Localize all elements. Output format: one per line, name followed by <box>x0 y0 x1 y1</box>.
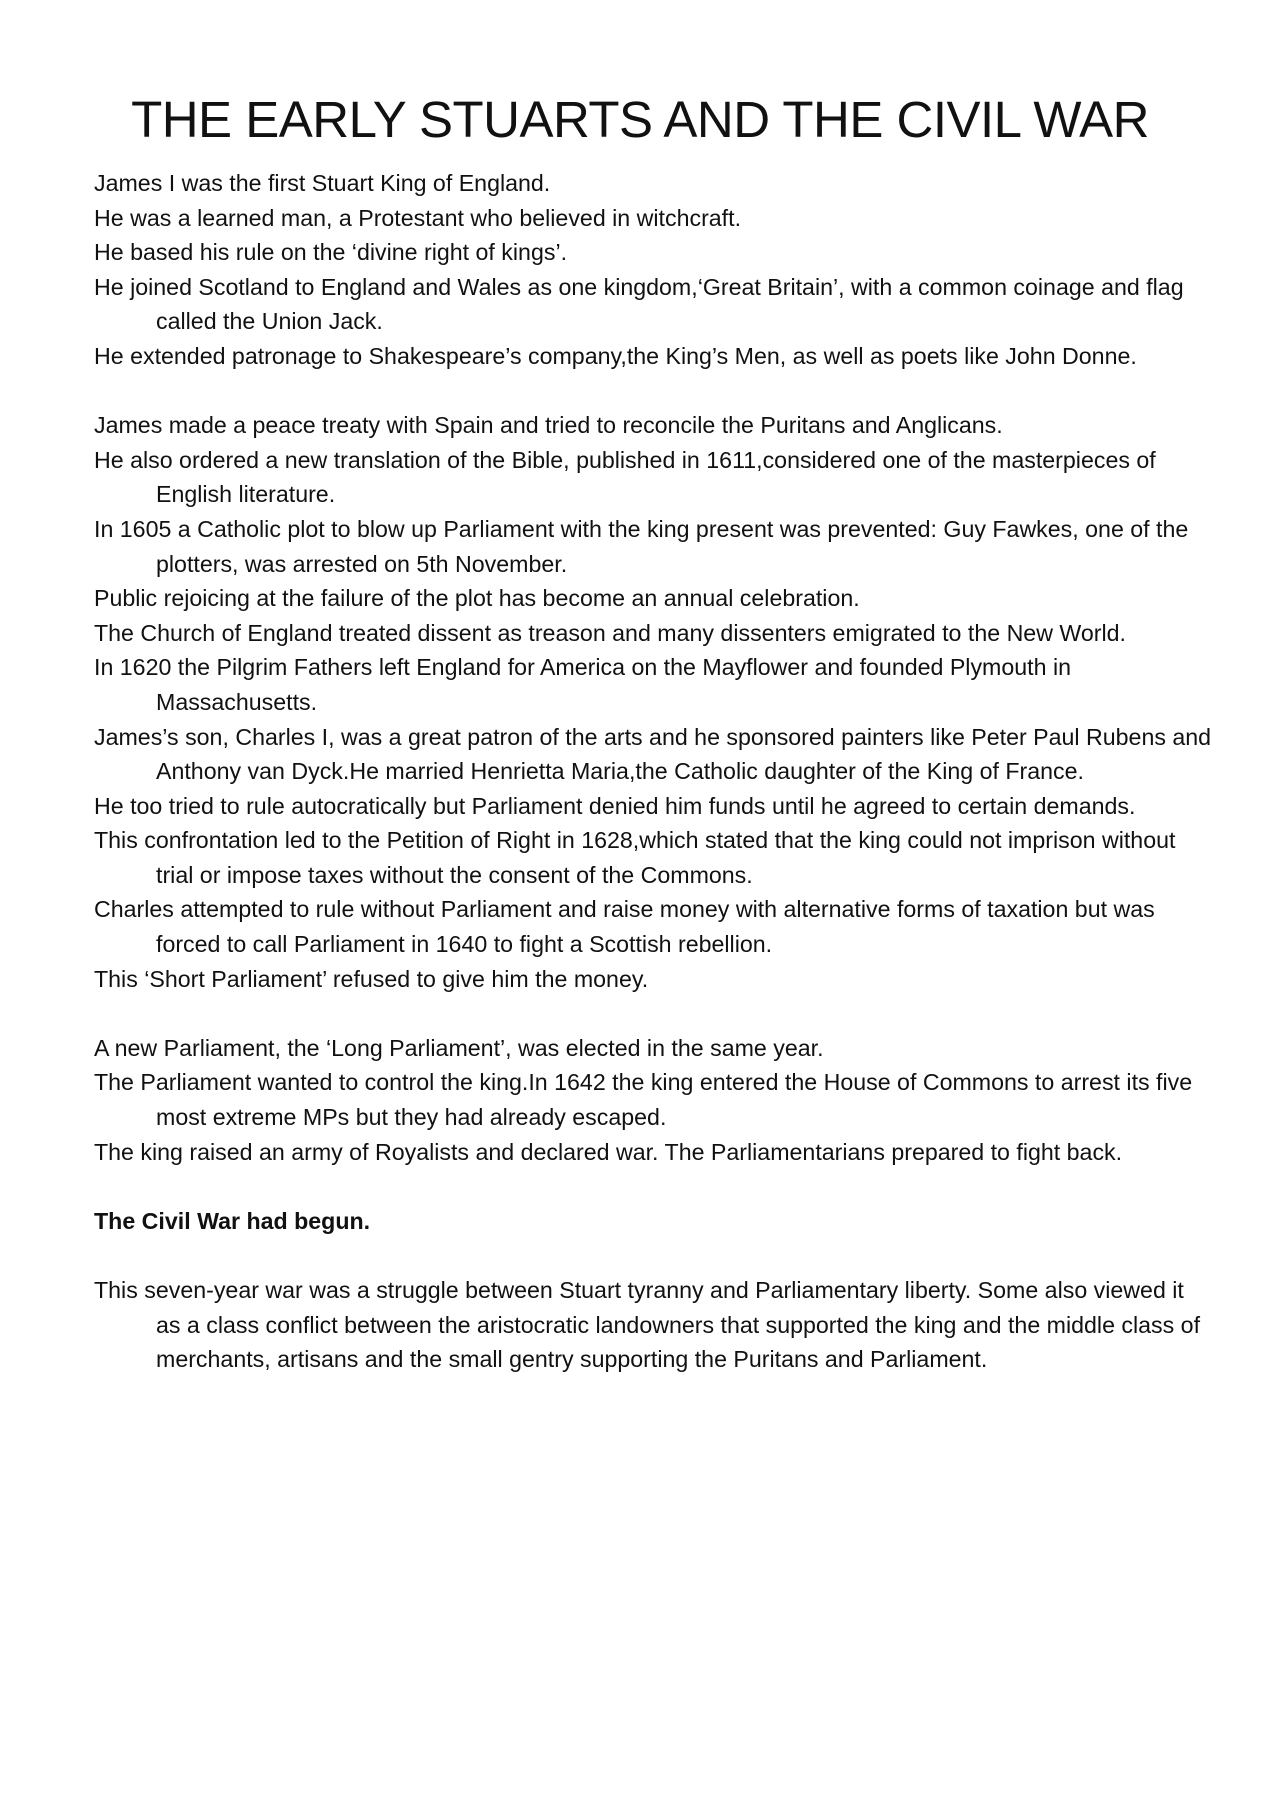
paragraph: He was a learned man, a Protestant who believed in witchcraft. <box>94 204 742 231</box>
paragraph: This ‘Short Parliament’ refused to give him the money. <box>94 965 649 992</box>
paragraph: Public rejoicing at the failure of the plot has become an annual celebration. <box>94 585 860 612</box>
document-body <box>94 166 1214 1377</box>
page-title: THE EARLY STUARTS AND THE CIVIL WAR <box>131 91 1149 148</box>
paragraph: The Parliament wanted to control the king.In 1642 the king entered the House of Commons to arrest its five most extreme MPs but they had already escaped. <box>94 1069 1193 1131</box>
paragraph: The king raised an army of Royalists and declared war. The Parliamentarians prepared to fight back. <box>94 1138 1123 1165</box>
paragraph: James’s son, Charles I, was a great patron of the arts and he sponsored painters like Peter Paul Rubens and Anthony van Dyck.He married Henrietta Maria,the Catholic daughter of the King of France. <box>94 723 1212 785</box>
section-heading: The Civil War had begun. <box>94 1207 371 1234</box>
paragraph: He also ordered a new translation of the Bible, published in 1611,considered one of the masterpieces of English literature. <box>94 446 1156 508</box>
paragraph: This seven-year war was a struggle between Stuart tyranny and Parliamentary liberty. Some also viewed it as a class conflict between the aristocratic landowners that supported the king and the middle class of merchants, artisans and the small gentry supporting the Puritans and Parliament. <box>94 1277 1201 1373</box>
paragraph: He too tried to rule autocratically but Parliament denied him funds until he agreed to certain demands. <box>94 792 1136 819</box>
paragraph: This confrontation led to the Petition of Right in 1628,which stated that the king could not imprison without trial or impose taxes without the consent of the Commons. <box>94 827 1176 888</box>
paragraph: He based his rule on the ‘divine right of kings’. <box>94 239 568 266</box>
paragraph: A new Parliament, the ‘Long Parliament’, was elected in the same year. <box>94 1034 824 1061</box>
paragraph: He extended patronage to Shakespeare’s company,the King’s Men, as well as poets like John Donne. <box>94 342 1137 369</box>
paragraph-gap <box>94 374 1214 409</box>
paragraph: In 1605 a Catholic plot to blow up Parliament with the king present was prevented: Guy Fawkes, one of the plotters, was arrested on 5th November. <box>94 515 1189 577</box>
paragraph: The Church of England treated dissent as treason and many dissenters emigrated to the New World. <box>94 619 1126 646</box>
paragraph: In 1620 the Pilgrim Fathers left England for America on the Mayflower and founded Plymouth in Massachusetts. <box>94 654 1071 715</box>
paragraph-gap <box>94 996 1214 1031</box>
paragraph: James made a peace treaty with Spain and tried to reconcile the Puritans and Anglicans. <box>94 412 1003 439</box>
paragraph-gap <box>94 1169 1214 1204</box>
paragraph: He joined Scotland to England and Wales as one kingdom,‘Great Britain’, with a common coinage and flag called the Union Jack. <box>94 273 1184 335</box>
paragraph: James I was the first Stuart King of England. <box>94 170 551 196</box>
paragraph: Charles attempted to rule without Parliament and raise money with alternative forms of taxation but was forced to call Parliament in 1640 to fight a Scottish rebellion. <box>94 896 1155 958</box>
paragraph-gap <box>94 1238 1214 1273</box>
